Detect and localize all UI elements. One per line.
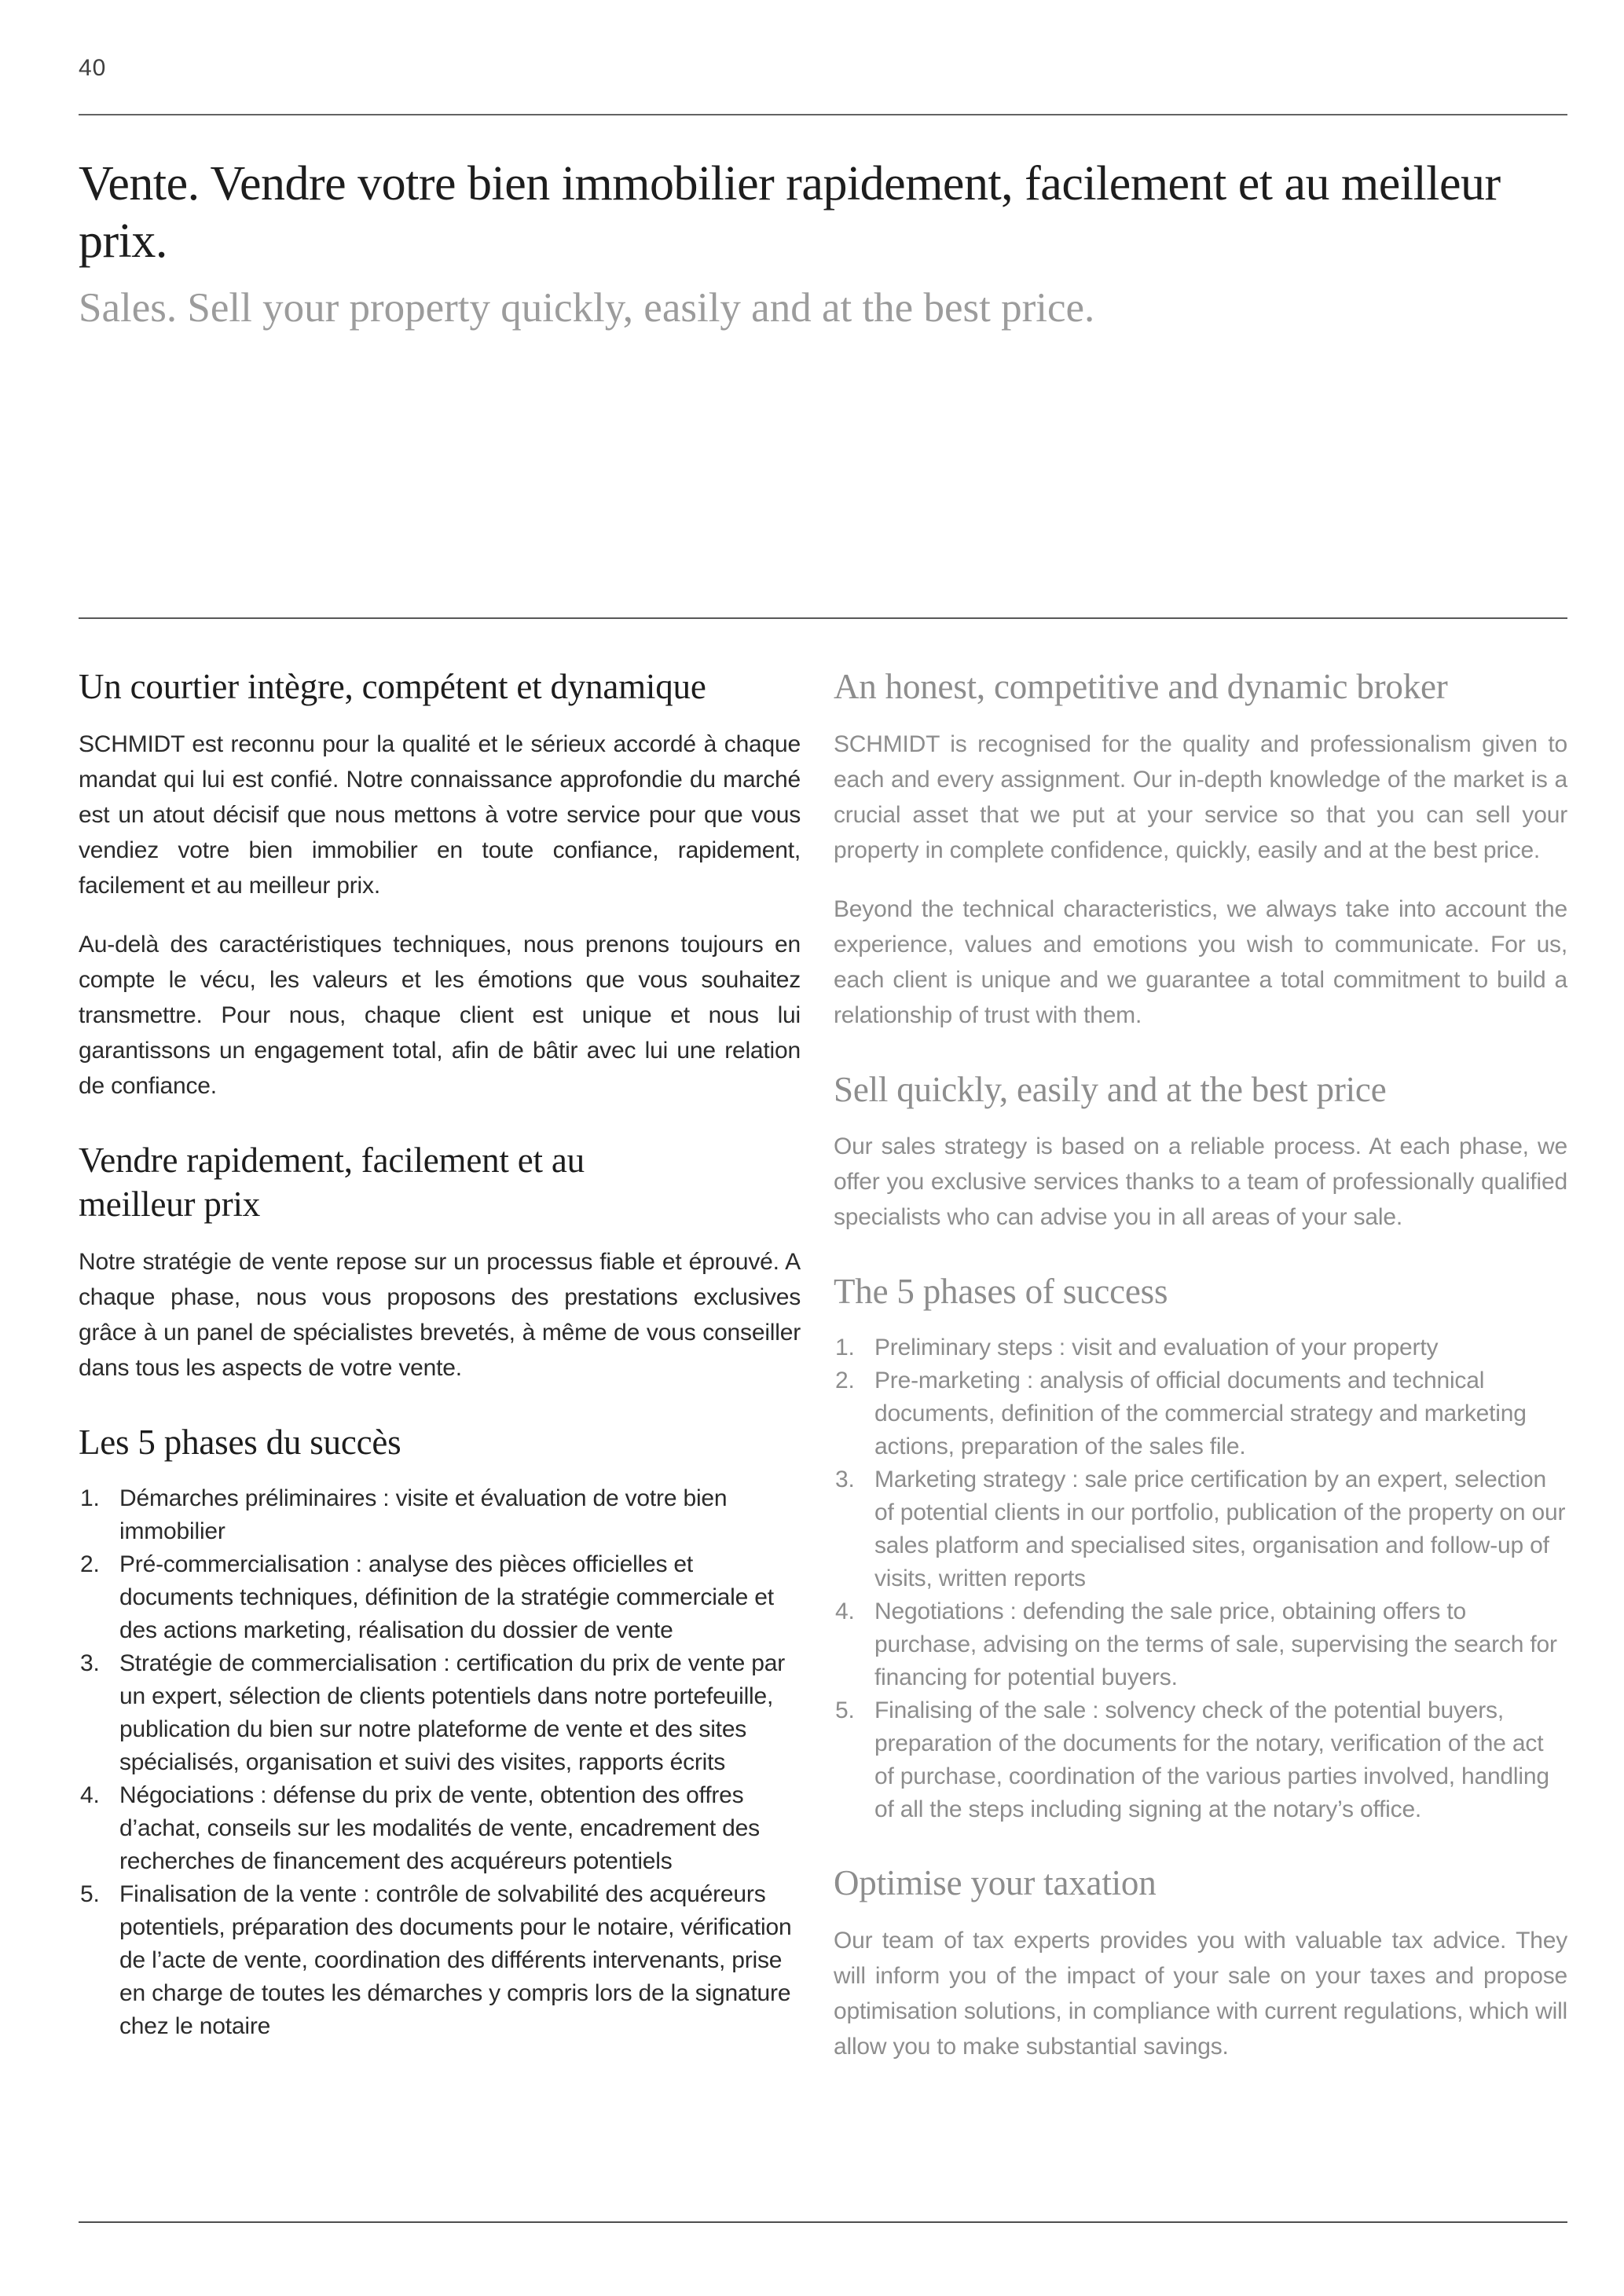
section — [834, 1067, 1567, 1236]
list-item: Preliminary steps : visit and evaluation of your property — [874, 1335, 1439, 1361]
section — [834, 1861, 1567, 2064]
section-heading: An honest, competitive and dynamic broker — [834, 667, 1448, 706]
list-item: Marketing strategy : sale price certification by an expert, selection of potential clients in our portfolio, publication of the property on our sales platform and specialised sites, organisation and follow-up of visits, written reports — [874, 1467, 1566, 1592]
section — [79, 1420, 801, 2043]
paragraph: Our sales strategy is based on a reliable process. At each phase, we offer you exclusive services thanks to a team of professionally qualified specialists who can advise you in all areas of your sale. — [834, 1133, 1567, 1231]
list-item: Pré-commercialisation : analyse des pièces officielles et documents techniques, définition de la stratégie commerciale et des actions marketing, réalisation du dossier de vente — [119, 1551, 774, 1643]
footer-divider — [79, 2221, 1567, 2223]
page-header — [79, 156, 1567, 334]
column-french — [79, 665, 801, 2064]
section-heading: Optimise your taxation — [834, 1863, 1157, 1903]
section-heading: Les 5 phases du succès — [79, 1423, 401, 1463]
list-item: Finalisation de la vente : contrôle de solvabilité des acquéreurs potentiels, préparation des documents pour le notaire, vérification de l’acte de vente, coordination des différents intervenants, prise en charge de toutes les démarches y compris lors de la signature chez le notaire — [119, 1880, 792, 2039]
section — [79, 665, 801, 1104]
paragraph: Our team of tax experts provides you with valuable tax advice. They will inform you of the impact of your sale on your taxes and propose optimisation solutions, in compliance with current regulations, which will allow you to make substantial savings. — [834, 1927, 1567, 2060]
list-item: Négociations : défense du prix de vente, obtention des offres d’achat, conseils sur les modalités de vente, encadrement des recherches de financement des acquéreurs potentiels — [119, 1782, 760, 1874]
numbered-list — [834, 1331, 1567, 1826]
section-heading: Un courtier intègre, compétent et dynamique — [79, 667, 706, 706]
paragraph: Beyond the technical characteristics, we always take into account the experience, values and emotions you wish to communicate. For us, each client is unique and we guarantee a total commitment to build a relationship of trust with them. — [834, 895, 1567, 1028]
list-item: Finalising of the sale : solvency check of the potential buyers, preparation of the documents for the notary, verification of the act of purchase, coordination of the various parties involved, handling of all the steps including signing at the notary’s office. — [874, 1697, 1549, 1823]
section — [79, 1138, 801, 1386]
list-item: Pre-marketing : analysis of official documents and technical documents, definition of the commercial strategy and marketing actions, preparation of the sales file. — [874, 1368, 1527, 1460]
section-heading: Vendre rapidement, facilement et au meilleur prix — [79, 1140, 585, 1225]
page-title-english: Sales. Sell your property quickly, easily and at the best price. — [79, 285, 1095, 331]
page-title-french: Vente. Vendre votre bien immobilier rapidement, facilement et au meilleur prix. — [79, 157, 1501, 268]
paragraph: Notre stratégie de vente repose sur un processus fiable et éprouvé. A chaque phase, nous vous proposons des prestations exclusives grâce à un panel de spécialistes brevetés, à même de vous conseiller dans tous les aspects de votre vente. — [79, 1249, 801, 1382]
list-item: Démarches préliminaires : visite et évaluation de votre bien immobilier — [119, 1485, 728, 1544]
page-number: 40 — [79, 55, 107, 81]
header-divider — [79, 617, 1567, 619]
paragraph: Au-delà des caractéristiques techniques, nous prenons toujours en compte le vécu, les valeurs et les émotions que vous souhaitez transmettre. Pour nous, chaque client est unique et nous lui garantissons un engagement total, afin de bâtir avec lui une relation de confiance. — [79, 931, 801, 1099]
section — [834, 665, 1567, 1033]
two-column-body — [79, 665, 1567, 2064]
list-item: Stratégie de commercialisation : certification du prix de vente par un expert, sélection de clients potentiels dans notre portefeuille, publication du bien sur notre plateforme de vente et des sites spécialisés, organisation et suivi des visites, rapports écrits — [119, 1650, 786, 1775]
list-item: Negotiations : defending the sale price, obtaining offers to purchase, advising on the terms of sale, supervising the search for financing for potential buyers. — [874, 1598, 1557, 1691]
top-divider — [79, 114, 1567, 115]
paragraph: SCHMIDT est reconnu pour la qualité et le sérieux accordé à chaque mandat qui lui est confié. Notre connaissance approfondie du marché est un atout décisif que nous mettons à votre service pour que vous vendiez votre bien immobilier en toute confiance, rapidement, facilement et au meilleur prix. — [79, 731, 801, 899]
section-heading: Sell quickly, easily and at the best price — [834, 1069, 1387, 1109]
column-english — [834, 665, 1567, 2064]
paragraph: SCHMIDT is recognised for the quality and professionalism given to each and every assignment. Our in-depth knowledge of the market is a crucial asset that we put at your service so that you can sell your property in complete confidence, quickly, easily and at the best price. — [834, 731, 1567, 863]
numbered-list — [79, 1482, 801, 2043]
section — [834, 1269, 1567, 1826]
section-heading: The 5 phases of success — [834, 1272, 1168, 1312]
